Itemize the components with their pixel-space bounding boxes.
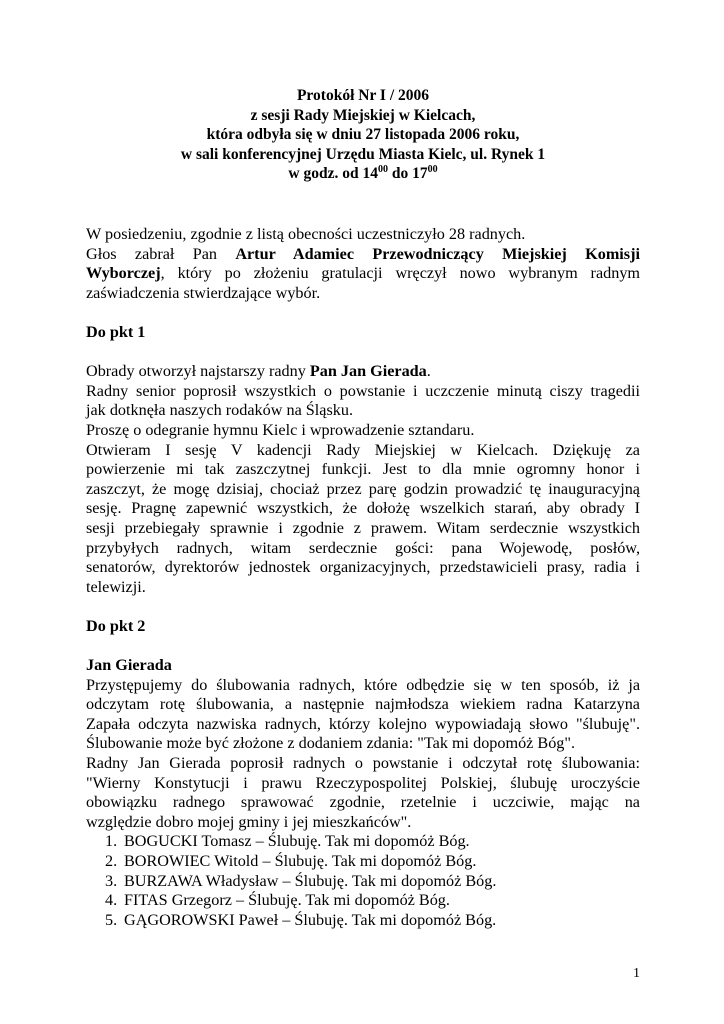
- list-item-number: 2.: [105, 852, 118, 870]
- time-end-superscript: 00: [427, 164, 438, 175]
- list-item: [86, 872, 640, 892]
- chairman-name: Artur Adamiec Przewodniczący Miejskiej Komisji: [235, 244, 640, 263]
- intro-line-3: [86, 264, 640, 284]
- section-2-heading: Do pkt 2: [86, 616, 146, 635]
- section-2-line-8: względzie dobro mojej gminy i jej mieszkańców".: [86, 812, 412, 831]
- header-line-1: Protokół Nr I / 2006: [296, 87, 430, 104]
- list-item-number: 5.: [105, 910, 118, 929]
- header-line-5: [86, 164, 640, 184]
- section-1-line-8: sesję. Pragnę zapewnić wszystkich, że dołożę wszelkich starań, aby obrady I: [86, 499, 640, 518]
- intro-line-2: [86, 245, 640, 265]
- section-1-line-5: Otwieram I sesję V kadencji Rady Miejskiej w Kielcach. Dziękuję za: [86, 440, 640, 459]
- protocol-header: [86, 86, 640, 184]
- section-2-line-1: Przystępujemy do ślubowania radnych, które odbędzie się w ten sposób, iż ja: [86, 675, 640, 694]
- list-item: [86, 852, 640, 872]
- document-body: [86, 225, 640, 930]
- section-1-line-1: [86, 362, 640, 382]
- section-1-heading: Do pkt 1: [86, 322, 146, 341]
- list-item-number: 1.: [105, 832, 118, 851]
- list-item: [86, 891, 640, 911]
- time-start-text: w godz. od 14: [288, 165, 378, 182]
- list-item-text: BOROWIEC Witold – Ślubuję. Tak mi dopomóż Bóg.: [124, 852, 477, 870]
- header-line-2: z sesji Rady Miejskiej w Kielcach,: [250, 106, 476, 124]
- list-item-text: BOGUCKI Tomasz – Ślubuję. Tak mi dopomóż Bóg.: [124, 832, 470, 851]
- section-1-line-12: telewizji.: [86, 577, 146, 596]
- opening-period: .: [426, 362, 431, 381]
- list-item-number: 4.: [105, 891, 118, 910]
- chairman-name-cont: Wyborczej: [86, 264, 161, 283]
- time-start-superscript: 00: [377, 164, 388, 175]
- page-number: 1: [633, 966, 640, 981]
- intro-text-b: , który po złożeniu gratulacji wręczył nowo wybranym radnym: [160, 264, 640, 283]
- section-2-line-2: odczytam rotę ślubowania, a następnie najmłodsza wiekiem radna Katarzyna: [86, 695, 640, 714]
- section-2-line-6: "Wierny Konstytucji i prawu Rzeczypospolitej Polskiej, ślubuję uroczyście: [86, 773, 640, 792]
- section-1-line-2: Radny senior poprosił wszystkich o powstanie i uczczenie minutą ciszy tragedii: [86, 381, 640, 400]
- section-1-line-3: jak dotknęła naszych rodaków na Śląsku.: [86, 401, 354, 420]
- intro-line-4: zaświadczenia stwierdzające wybór.: [86, 283, 321, 302]
- intro-text-a: Głos zabrał Pan: [86, 244, 236, 263]
- header-line-3: która odbyła się w dniu 27 listopada 2006 roku,: [206, 126, 520, 143]
- section-2-line-7: obowiązku radnego sprawować zgodnie, rzetelnie i uczciwie, mając na: [86, 793, 640, 812]
- opening-text: Obrady otworzył najstarszy radny: [86, 362, 310, 381]
- section-2-line-4: Ślubowanie może być złożone z dodaniem zdania: "Tak mi dopomóż Bóg".: [86, 734, 576, 753]
- section-1-line-6: powierzenie mi tak zaszczytnej funkcji. Jest to dla mnie ogromny honor i: [86, 460, 640, 479]
- list-item-text: GĄGOROWSKI Paweł – Ślubuję. Tak mi dopomóż Bóg.: [124, 910, 497, 929]
- section-1-line-11: senatorów, dyrektorów jednostek organizacyjnych, przedstawicieli prasy, radia i: [86, 558, 640, 577]
- list-item: [86, 832, 640, 852]
- speaker-name: Jan Gierada: [86, 656, 172, 675]
- section-2-line-3: Zapała odczyta nazwiska radnych, którzy kolejno wypowiadają słowo "ślubuję".: [86, 714, 640, 733]
- list-item-number: 3.: [105, 871, 118, 890]
- section-1-line-9: sesji przebiegały sprawnie i zgodnie z prawem. Witam serdecznie wszystkich: [86, 518, 640, 537]
- oath-list: [86, 832, 640, 930]
- list-item-text: BURZAWA Władysław – Ślubuję. Tak mi dopomóż Bóg.: [124, 871, 497, 890]
- header-line-4: w sali konferencyjnej Urzędu Miasta Kielc, ul. Rynek 1: [180, 145, 546, 163]
- section-1-line-4: Proszę o odegranie hymnu Kielc i wprowadzenie sztandaru.: [86, 420, 475, 439]
- list-item: [86, 911, 640, 931]
- section-1-line-10: przybyłych radnych, witam serdecznie gości: pana Wojewodę, posłów,: [86, 538, 640, 557]
- section-2-line-5: Radny Jan Gierada poprosił radnych o powstanie i odczytał rotę ślubowania:: [86, 754, 640, 773]
- time-end-text: do 17: [387, 165, 428, 182]
- senior-councillor-name: Pan Jan Gierada: [309, 362, 427, 381]
- section-1-line-7: zaszczyt, że mogę dzisiaj, chociaż przez parę godzin prowadzić tę inauguracyjną: [86, 479, 640, 498]
- list-item-text: FITAS Grzegorz – Ślubuję. Tak mi dopomóż Bóg.: [124, 891, 450, 910]
- attendance-line: W posiedzeniu, zgodnie z listą obecności uczestniczyło 28 radnych.: [86, 225, 526, 243]
